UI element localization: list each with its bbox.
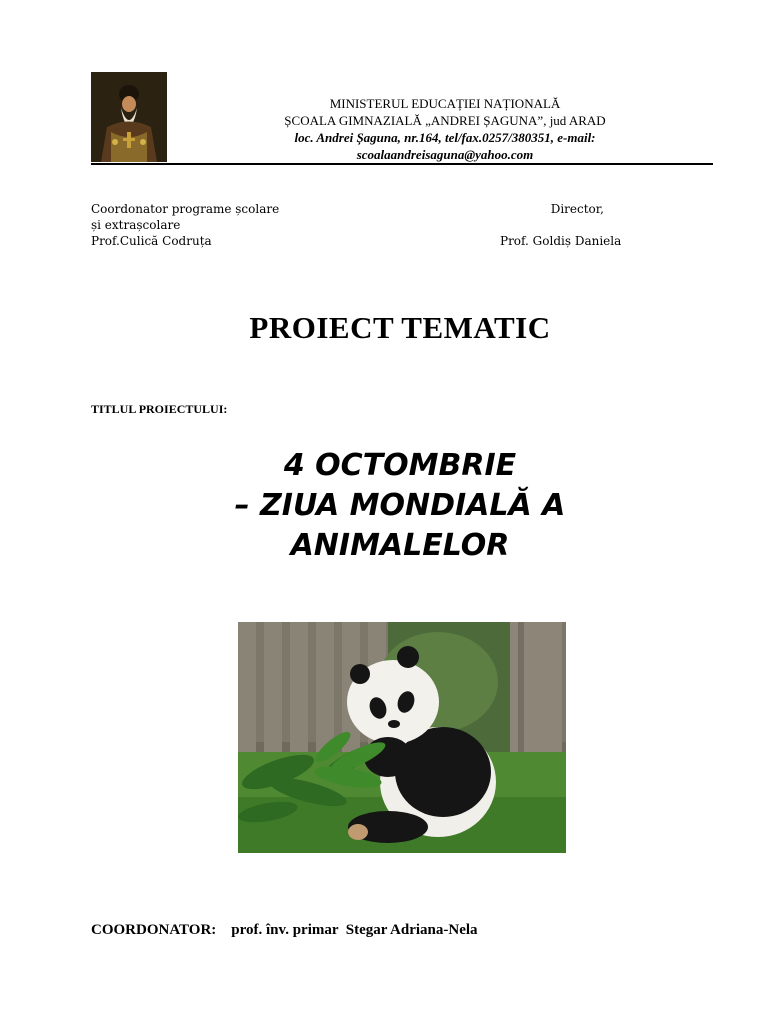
- coordinator-left: [91, 201, 279, 249]
- portrait-image: [91, 72, 167, 162]
- ministry-line: MINISTERUL EDUCAȚIEI NAȚIONALĂ: [329, 96, 561, 111]
- project-title-line2: – ZIUA MONDIALĂ A: [234, 488, 566, 523]
- coordinator-name: Prof.Culică Codruța: [91, 234, 212, 248]
- header-divider: [91, 163, 713, 165]
- director-role: Director,: [550, 202, 604, 216]
- coordinator-role-line2: și extrașcolare: [91, 218, 181, 232]
- address-line: loc. Andrei Șaguna, nr.164, tel/fax.0257/380351, e-mail:: [294, 130, 596, 145]
- spacer: [500, 217, 620, 233]
- email-line: scoalaandreisaguna@yahoo.com: [356, 147, 534, 162]
- project-title-line3: ANIMALELOR: [290, 528, 510, 563]
- project-coordinator: [91, 922, 478, 939]
- page-title: PROIECT TEMATIC: [249, 310, 551, 345]
- school-name-line: ȘCOALA GIMNAZIALĂ „ANDREI ȘAGUNA”, jud ARAD: [284, 113, 606, 128]
- project-title-line1: 4 OCTOMBRIE: [283, 448, 517, 483]
- project-title-label: TITLUL PROIECTULUI:: [91, 402, 228, 416]
- school-header: [180, 95, 710, 163]
- director-name: Prof. Goldiș Daniela: [500, 234, 622, 248]
- coordinator-value: prof. înv. primar Stegar Adriana-Nela: [231, 922, 478, 938]
- coordinator-role-line1: Coordonator programe școlare: [91, 202, 280, 216]
- panda-image: [238, 622, 566, 853]
- director-block: [500, 201, 620, 249]
- coordinator-label: COORDONATOR:: [91, 922, 217, 938]
- project-title: [0, 446, 768, 566]
